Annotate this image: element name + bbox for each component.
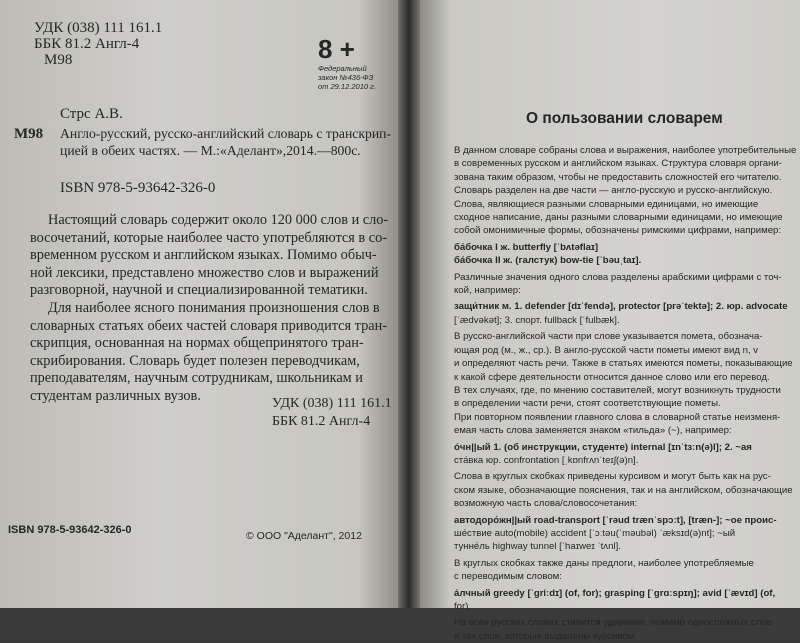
- text-line: возможную часть слова/словосочетания:: [454, 498, 638, 510]
- author: Стрс А.В.: [60, 106, 123, 122]
- law-note-line: Федеральный: [318, 64, 367, 73]
- page-heading: О пользовании словарем: [526, 110, 723, 127]
- text-line: ба́бочка I ж. butterfly [ˈbʌtəflaɪ]: [454, 241, 599, 253]
- law-note-line: от 29.12.2010 г.: [318, 82, 376, 91]
- text-line: for).: [454, 601, 472, 612]
- text-line: защи́тник м. 1. defender [dɪˈfendə], protector [prəˈtektə]; 2. юр. advocate: [454, 301, 788, 313]
- text-line: Словарь разделен на две части — англо-русскую и русско-английскую.: [454, 185, 773, 197]
- text-line: Слова, являющиеся разными словарными единицами, но имеющие: [454, 198, 759, 210]
- text-line: о́чн||ый 1. (об инструкции, студенте) internal [ɪnˈtɜːn(ə)l]; 2. ~ая: [454, 441, 752, 453]
- text-line: в современных русском и английском языках. Структура словаря органи-: [454, 158, 782, 170]
- text-line: Слова в круглых скобках приведены курсивом и могут быть как на рус-: [454, 471, 771, 483]
- paragraph-line: временном русском и английском языках. Помимо обыч-: [30, 247, 377, 263]
- age-rating: 8 +: [318, 34, 355, 64]
- paragraph-line: Настоящий словарь содержит около 120 000 слов и сло-: [48, 212, 389, 228]
- text-line: Различные значения одного слова разделены арабскими цифрами с точ-: [454, 271, 782, 283]
- text-line: кой, например:: [454, 285, 521, 297]
- text-line: ском языке, обозначающие пояснения, так и на английском, обозначающие: [454, 484, 793, 496]
- title-line: цией в обеих частях. — М.:«Аделант»,2014.—800с.: [60, 143, 361, 158]
- paragraph-line: словарных статьях обеих частей словаря приводится тран-: [30, 317, 387, 334]
- text-line: а́лчный greedy [ˈɡriːdɪ] (of, for); grasping [ˈɡrɑːspɪŋ]; avid [ˈævɪd] (of,: [454, 587, 776, 599]
- text-line: зована таким образом, чтобы не предоставить сложностей его читателю.: [454, 171, 782, 183]
- text-line: В русско-английской части при слове указывается помета, обознача-: [454, 331, 763, 343]
- code-top: М98: [44, 52, 73, 68]
- text-line: На всех русских словах ставится ударение, помимо односложных слов: [454, 617, 772, 629]
- paragraph-line: восочетаний, которые наиболее часто употребляются в со-: [30, 229, 387, 246]
- text-line: ше́ствие auto(mobile) accident [ˈɔːtəu(ˈməubəl) ˈæksɪd(ə)nt]; ~ый: [454, 527, 736, 539]
- annotation-paragraph-2: [30, 300, 387, 405]
- text-line: и тех слов, которые выделены курсивом.: [454, 630, 637, 642]
- text-line: собой омонимичные формы, обозначены римскими цифрами, например:: [454, 225, 782, 237]
- paragraph-line: Для наиболее ясного понимания произношения слов в: [48, 300, 380, 316]
- text-line: с переводимым словом:: [454, 571, 562, 583]
- paragraph-line: скрибирования. Словарь будет полезен переводчикам,: [30, 352, 360, 369]
- text-line: ющая род (м., ж., ср.). В англо-русской части пометы имеют вид n, v: [454, 344, 759, 356]
- bbk-bottom: ББК 81.2 Англ-4: [272, 414, 371, 429]
- annotation-paragraph-1: [30, 212, 389, 300]
- usage-text: [454, 144, 797, 643]
- text-line: тунне́ль highway tunnel [ˈhaɪweɪ ˈtʌnl].: [454, 541, 621, 553]
- text-line: В круглых скобках также даны предлоги, наиболее употребляемые: [454, 557, 754, 569]
- left-page: [0, 0, 398, 608]
- paragraph-line: разговорной, научной и специализированной тематики.: [30, 282, 368, 298]
- text-line: к какой сфере деятельности относится данное слово или его перевод.: [454, 371, 770, 383]
- book-gutter: [398, 0, 420, 608]
- isbn: ISBN 978-5-93642-326-0: [60, 180, 216, 196]
- bbk-top: ББК 81.2 Англ-4: [34, 36, 140, 52]
- udk-bottom: УДК (038) 111 161.1: [272, 396, 392, 411]
- text-line: ста́вка юр. confrontation [ˌkɒnfrʌnˈteɪʃ(ə)n].: [454, 454, 639, 466]
- text-line: сходное написание, даны разными словарными единицами, но имеющие: [454, 212, 783, 224]
- copyright: © ООО "Аделант", 2012: [246, 530, 362, 542]
- law-note: [318, 64, 376, 91]
- law-note-line: закон №436-ФЗ: [318, 73, 374, 82]
- text-line: емая часть слова заменяется знаком «тильда» (~), например:: [454, 425, 732, 437]
- udk-top: УДК (038) 111 161.1: [34, 20, 163, 36]
- right-page: [420, 0, 800, 642]
- book-code: М98: [14, 126, 44, 142]
- text-line: автодоро́жн||ый road-transport [ˈrəud trænˈspɔːt], [træn-]; ~ое проис-: [454, 514, 777, 526]
- paragraph-line: скрипция, основанная на нормах общепринятого тран-: [30, 335, 364, 351]
- paragraph-line: преподавателям, научным сотрудникам, школьникам и: [30, 370, 363, 386]
- text-line: и определяют часть речи. Также в статьях имеются пометы, показывающие: [454, 358, 793, 370]
- title-line: Англо-русский, русско-английский словарь с транскрип-: [60, 126, 392, 141]
- text-line: ба́бочка II ж. (галстук) bow-tie [ˈbəuˌtaɪ].: [454, 255, 642, 267]
- text-line: В тех случаях, где, по мнению составителей, могут возникнуть трудности: [454, 384, 781, 396]
- text-line: В данном словаре собраны слова и выражения, наиболее употребительные: [454, 145, 797, 156]
- paragraph-line: ной лексики, представлено множество слов и выражений: [30, 264, 379, 281]
- text-line: [ˈædvəkət]; 3. спорт. fullback [ˈfulbæk].: [454, 314, 620, 326]
- text-line: в определении части речи, стоят соответствующие пометы.: [454, 398, 721, 410]
- text-line: При повторном появлении главного слова в словарной статье неизменя-: [454, 411, 781, 423]
- paragraph-line: студентам различных вузов.: [30, 387, 201, 404]
- isbn-bottom: ISBN 978-5-93642-326-0: [8, 524, 132, 536]
